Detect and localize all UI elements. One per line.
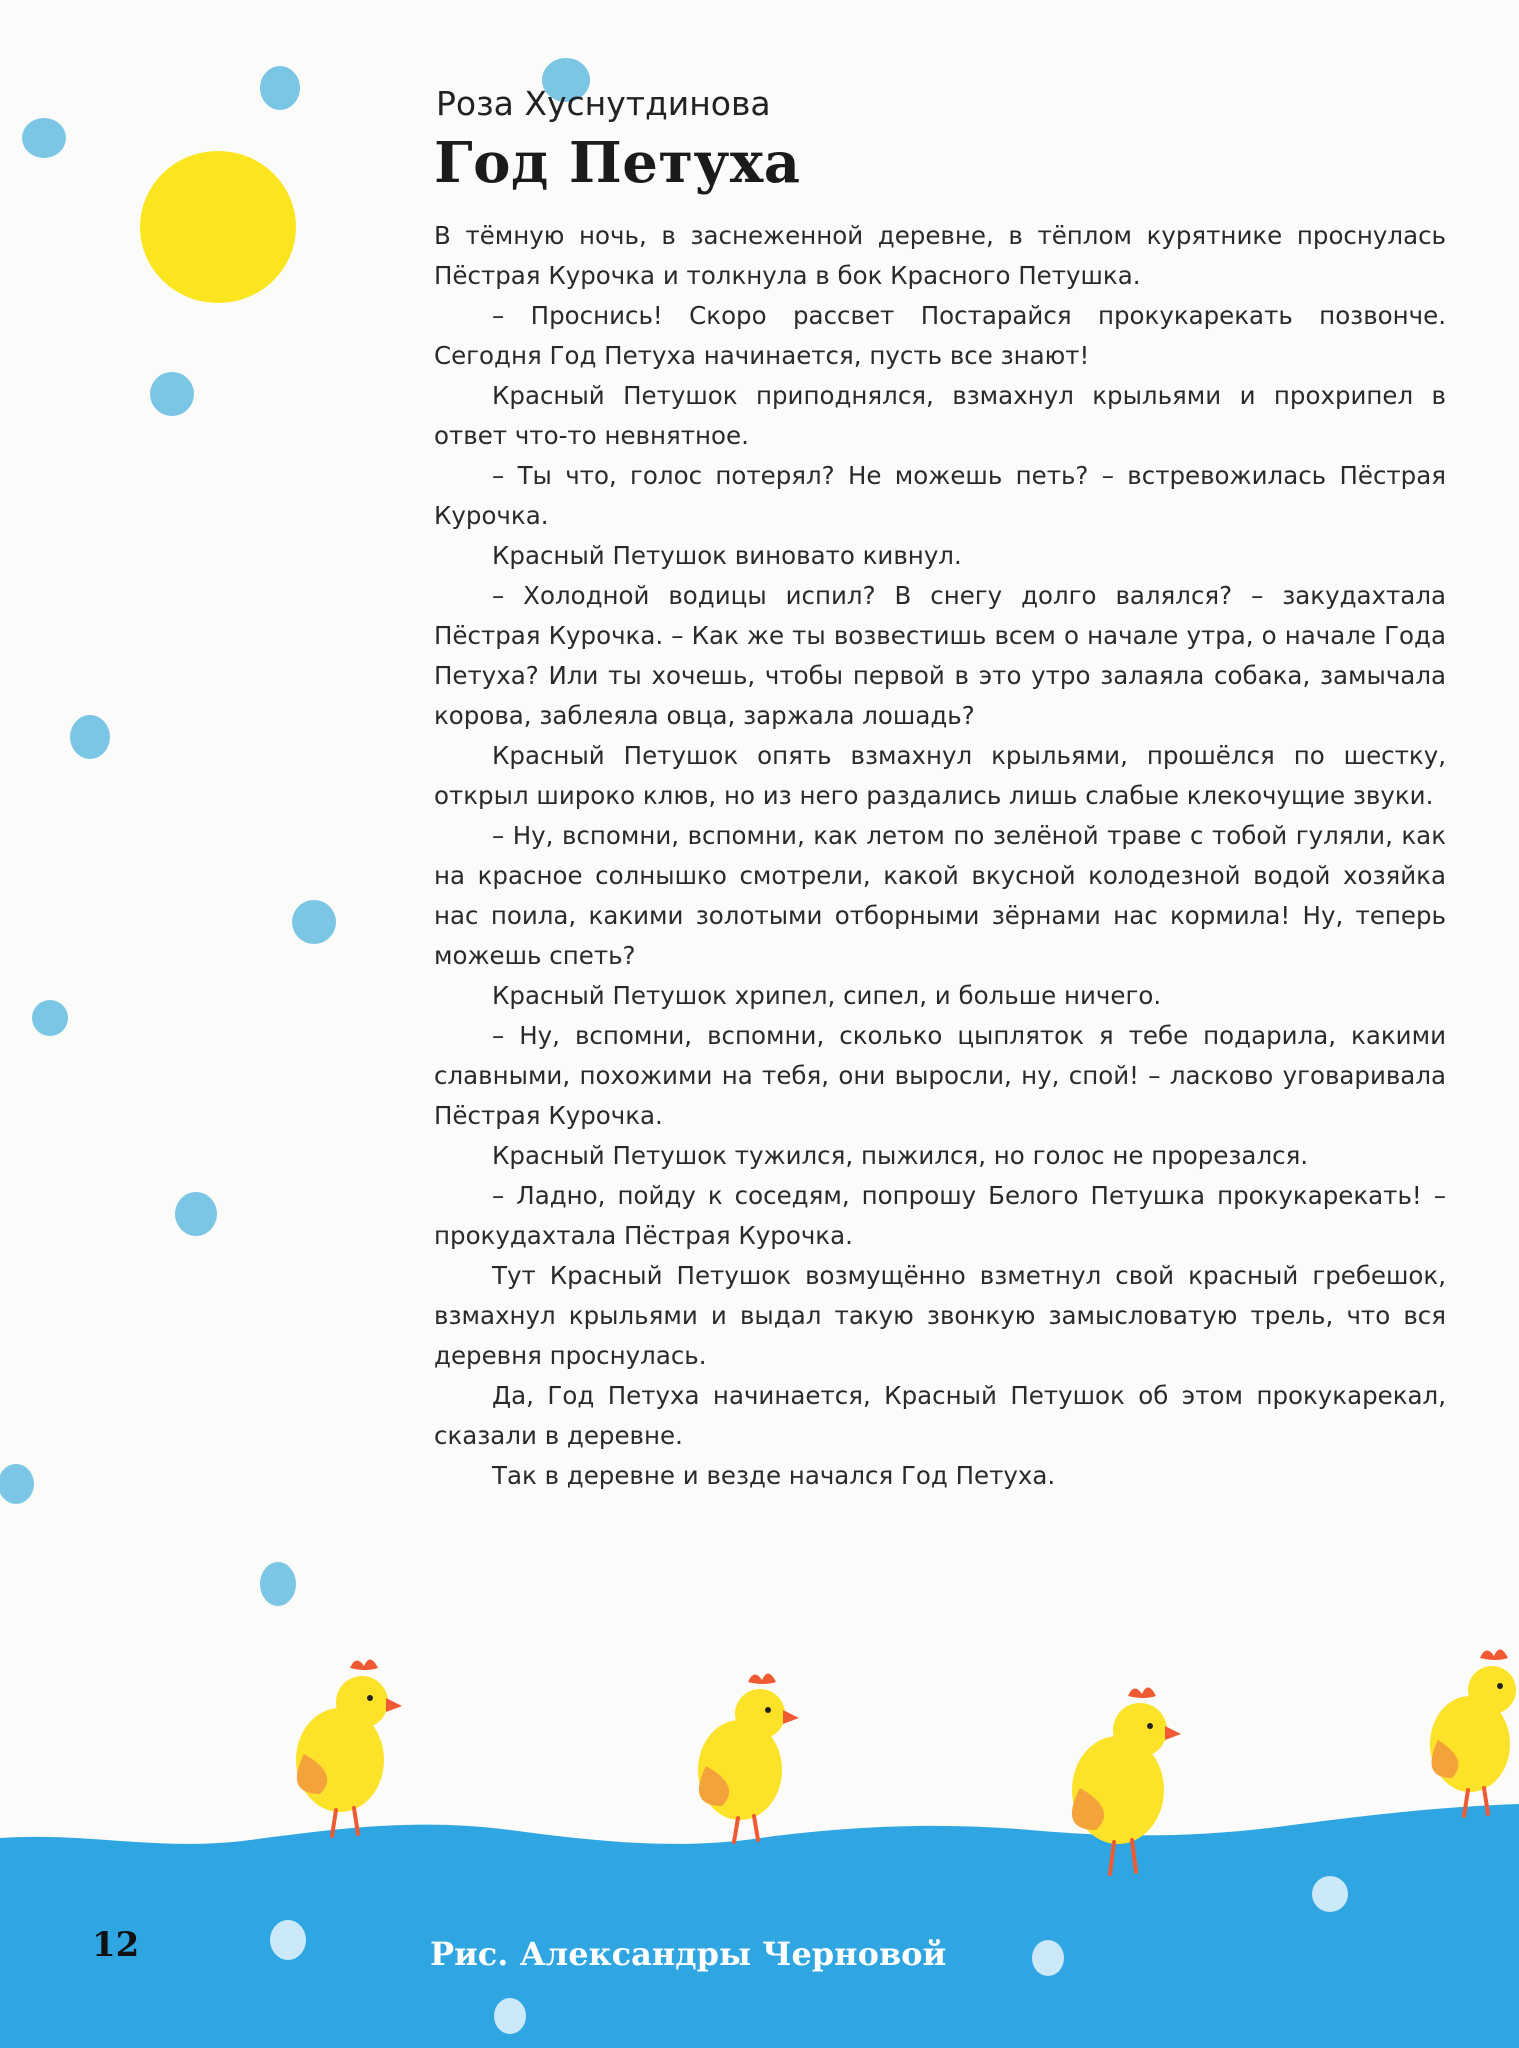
snow-dot bbox=[0, 1464, 34, 1504]
chick-illustration bbox=[698, 1673, 799, 1842]
story-paragraph: Красный Петушок тужился, пыжился, но голос не прорезался. bbox=[492, 1141, 1309, 1170]
story-paragraph: – Ну, вспомни, вспомни, как летом по зелёной траве с тобой гуляли, как на красное солнышко смотрели, какой вкусной колодезной водой хозяйка нас поила, какими золотыми отборными зёрнами нас кормила! Ну, теперь можешь спеть? bbox=[434, 821, 1446, 970]
water-bubble bbox=[270, 1920, 306, 1960]
chick-illustration bbox=[1430, 1649, 1516, 1816]
story-paragraph: Так в деревне и везде начался Год Петуха. bbox=[492, 1461, 1056, 1490]
page-number: 12 bbox=[92, 1925, 140, 1965]
story-paragraph: – Проснись! Скоро рассвет Постарайся прокукарекать позвонче. Сегодня Год Петуха начинается, пусть все знают! bbox=[434, 301, 1446, 370]
snow-dot bbox=[260, 66, 300, 110]
snow-dot bbox=[175, 1192, 217, 1236]
water-bubble bbox=[1032, 1940, 1064, 1976]
snow-dot bbox=[70, 715, 110, 759]
chick-illustration bbox=[296, 1659, 402, 1836]
story-paragraph: Красный Петушок приподнялся, взмахнул крыльями и прохрипел в ответ что-то невнятное. bbox=[434, 381, 1446, 450]
story-paragraph: Красный Петушок хрипел, сипел, и больше ничего. bbox=[492, 981, 1162, 1010]
story-paragraph: Да, Год Петуха начинается, Красный Петушок об этом прокукарекал, сказали в деревне. bbox=[434, 1381, 1446, 1450]
story-paragraph: Красный Петушок виновато кивнул. bbox=[492, 541, 962, 570]
story-paragraph: – Ладно, пойду к соседям, попрошу Белого Петушка прокукарекать! – прокудахтала Пёстрая Курочка. bbox=[434, 1181, 1446, 1250]
illustration-credit: Рис. Александры Черновой bbox=[430, 1935, 947, 1973]
story-paragraph: – Холодной водицы испил? В снегу долго валялся? – закудахтала Пёстрая Курочка. – Как же ты возвестишь всем о начале утра, о начале Года Петуха? Или ты хочешь, чтобы первой в это утро залаяла собака, замычала корова, заблеяла овца, заржала лошадь? bbox=[434, 581, 1446, 730]
story-paragraph: – Ну, вспомни, вспомни, сколько цыпляток я тебе подарила, какими славными, похожими на тебя, они выросли, ну, спой! – ласково уговаривала Пёстрая Курочка. bbox=[434, 1021, 1446, 1130]
snow-dot bbox=[260, 1562, 296, 1606]
water-bubble bbox=[494, 1998, 526, 2034]
story-paragraph: Красный Петушок опять взмахнул крыльями, прошёлся по шестку, открыл широко клюв, но из него раздались лишь слабые клекочущие звуки. bbox=[434, 741, 1446, 810]
story-paragraph: – Ты что, голос потерял? Не можешь петь? – встревожилась Пёстрая Курочка. bbox=[434, 461, 1446, 530]
snow-dot bbox=[32, 1000, 68, 1036]
sun-illustration bbox=[140, 151, 296, 303]
snow-dot bbox=[150, 372, 194, 416]
snow-dot bbox=[292, 900, 336, 944]
story-paragraph: Тут Красный Петушок возмущённо взметнул свой красный гребешок, взмахнул крыльями и выдал такую звонкую замысловатую трель, что вся деревня проснулась. bbox=[434, 1261, 1446, 1370]
snow-dot bbox=[22, 118, 66, 158]
water-bubble bbox=[1312, 1876, 1348, 1912]
author-name: Роза Хуснутдинова bbox=[436, 84, 771, 123]
story-title: Год Петуха bbox=[434, 130, 801, 196]
story-paragraph: В тёмную ночь, в заснеженной деревне, в тёплом курятнике проснулась Пёстрая Курочка и толкнула в бок Красного Петушка. bbox=[434, 221, 1446, 290]
story-text bbox=[434, 216, 1446, 1496]
